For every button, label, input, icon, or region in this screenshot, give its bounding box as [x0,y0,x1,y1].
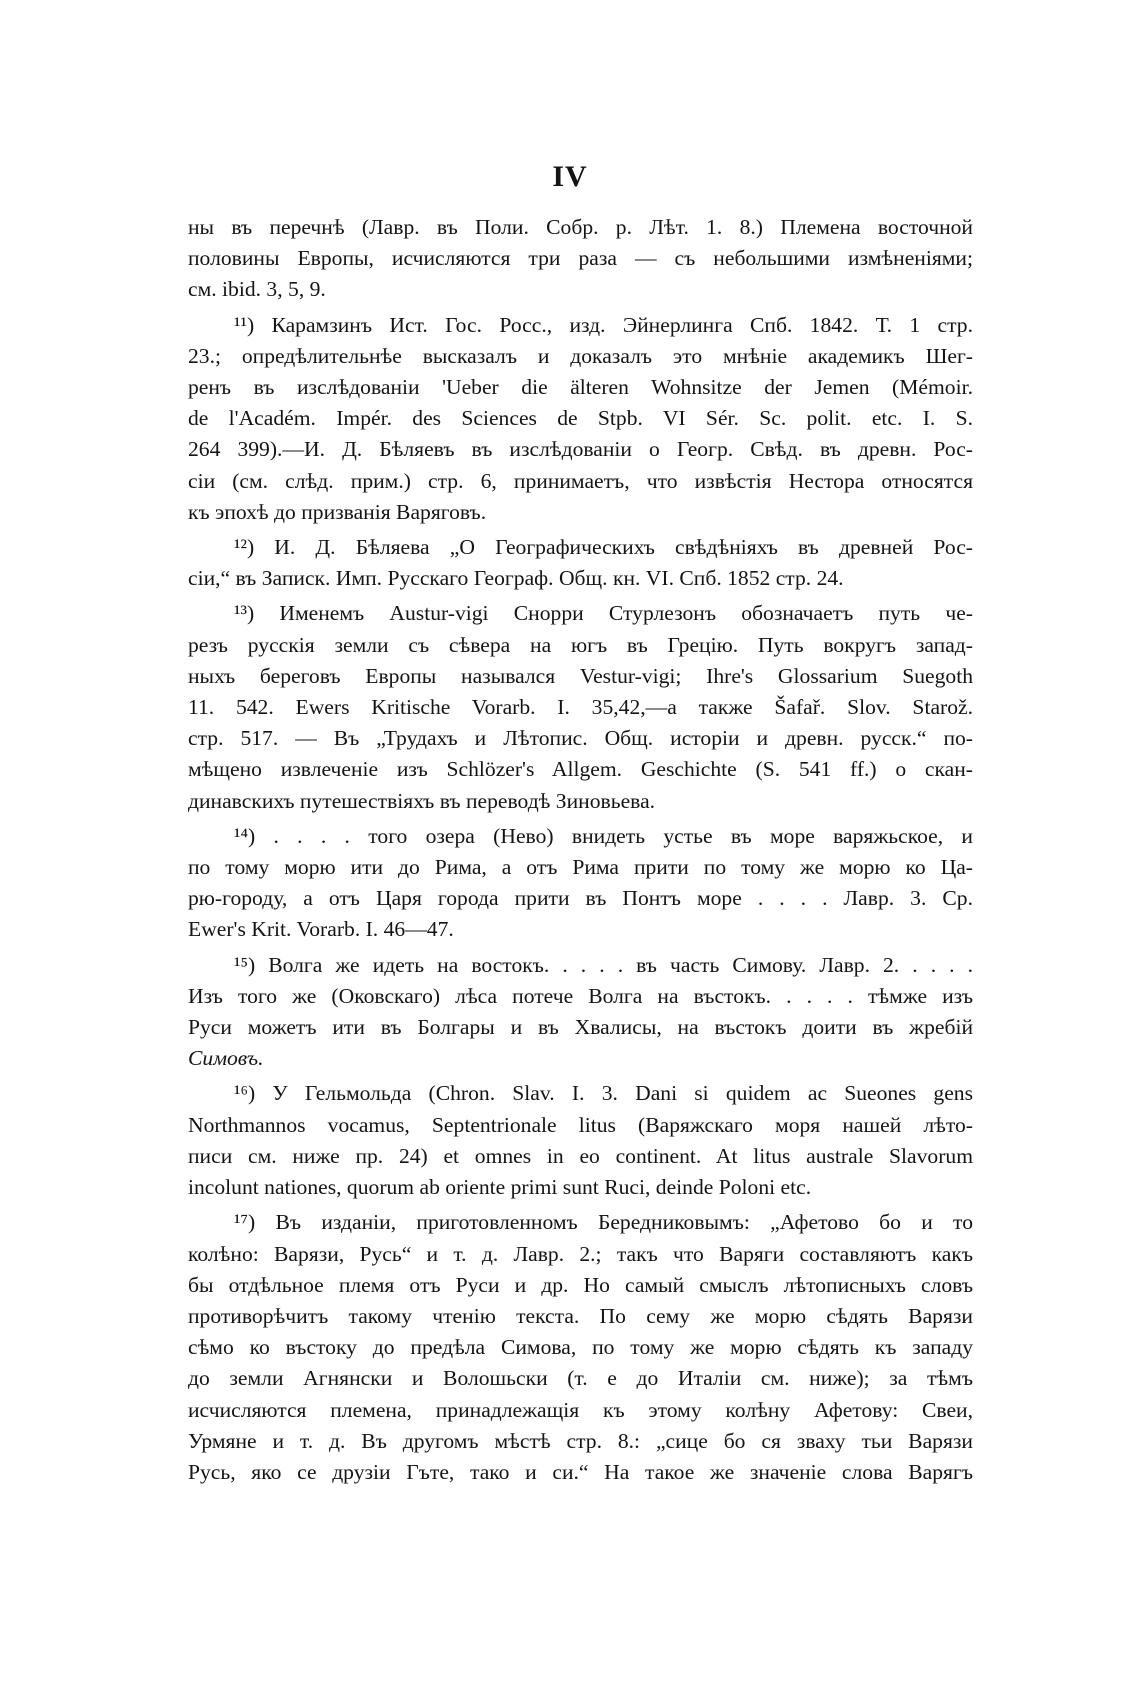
footnote-line: мѣщено извлеченіе изъ Schlözer's Allgem. Geschichte (S. 541 ff.) о скан- [188,757,973,782]
page-number: IV [552,160,588,193]
footnote-line: резъ русскія земли съ сѣвера на югъ въ Грецію. Путь вокругъ запад- [188,632,973,657]
footnote-line: ¹³) Именемъ Austur-vigi Снорри Стурлезонъ обозначаетъ путь че- [234,601,973,626]
footnote-line: сіи (см. слѣд. прим.) стр. 6, принимаетъ, что извѣстія Нестора относятся [188,468,973,493]
footnote-line: сіи,“ въ Записк. Имп. Русскаго Географ. Общ. кн. VI. Спб. 1852 стр. 24. [188,566,844,591]
footnote-line: ныхъ береговъ Европы назывался Vestur-vigi; Ihre's Glossarium Suegoth [188,663,973,688]
footnote-line: Русь, яко се друзіи Гъте, тако и си.“ На такое же значеніе слова Варягъ [188,1459,973,1484]
footnote-line: Ewer's Krit. Vorarb. I. 46—47. [188,917,454,942]
footnote-line: колѣно: Варязи, Русь“ и т. д. Лавр. 2.; такъ что Варяги составляютъ какъ [188,1241,973,1266]
footnote-line: ¹⁷) Въ изданіи, приготовленномъ Бередниковымъ: „Афетово бо и то [234,1210,973,1235]
footnote-line: см. ibid. 3, 5, 9. [188,277,326,302]
footnote-line: писи см. ниже пр. 24) et omnes in eo continent. At litus australe Slavorum [188,1143,973,1168]
footnote-11 [188,310,973,528]
footnote-line: ¹⁴) . . . . того озера (Нево) внидеть устье въ море варяжьское, и [234,823,973,848]
footnote-15 [188,950,973,1075]
footnote-line: стр. 517. — Въ „Трудахъ и Лѣтопис. Общ. исторіи и древн. русск.“ по- [188,726,973,751]
footnote-line: къ эпохѣ до призванія Варяговъ. [188,499,487,524]
footnote-line: 23.; опредѣлительнѣе высказалъ и доказалъ это мнѣніе академикъ Шег- [188,343,973,368]
footnote-17 [188,1207,973,1488]
footnote-14 [188,821,973,946]
footnote-line: de l'Académ. Impér. des Sciences de Stpb. VI Sér. Sc. polit. etc. I. S. [188,406,973,431]
footnote-line: ¹¹) Карамзинъ Ист. Гос. Росс., изд. Эйнерлинга Спб. 1842. Т. 1 стр. [234,312,973,337]
footnote-line: динавскихъ путешествіяхъ въ переводѣ Зиновьева. [188,788,656,813]
footnote-16 [188,1078,973,1203]
footnote-line: ренъ въ изслѣдованіи 'Ueber die älteren Wohnsitze der Jemen (Mémoir. [188,375,973,400]
footnote-line: ¹²) И. Д. Бѣляева „О Географическихъ свѣдѣніяхъ въ древней Рос- [234,535,973,560]
footnote-line: ны въ перечнѣ (Лавр. въ Поли. Собр. р. Лѣт. 1. 8.) Племена восточной [188,215,973,239]
footnote-line: ¹⁶) У Гельмольда (Chron. Slav. I. 3. Dani si quidem ac Sueones gens [234,1081,973,1106]
footnotes-body [188,212,973,1488]
footnote-13 [188,598,973,816]
footnote-line: рю-городу, а отъ Царя города прити въ Понтъ море . . . . Лавр. 3. Ср. [188,886,973,911]
footnote-line: Симовъ. [188,1046,264,1071]
footnote-line: до земли Агнянски и Волошьски (т. е до Италіи см. ниже); за тѣмъ [188,1366,973,1391]
footnote-line: incolunt nationes, quorum ab oriente primi sunt Ruci, deinde Poloni etc. [188,1175,812,1200]
footnote-line: бы отдѣльное племя отъ Руси и др. Но самый смыслъ лѣтописныхъ словъ [188,1272,973,1297]
footnote-line: Изъ того же (Оковскаго) лѣса потече Волга на въстокъ. . . . . тѣмже изъ [188,983,973,1008]
footnote-line: Урмяне и т. д. Въ другомъ мѣстѣ стр. 8.: „сице бо ся зваху тьи Варязи [188,1428,973,1453]
footnote-line: Руси можетъ ити въ Болгары и въ Хвалисы, на въстокъ доити въ жребій [188,1015,973,1040]
footnote-line: ¹⁵) Волга же идеть на востокъ. . . . . въ часть Симову. Лавр. 2. . . . . [234,952,973,977]
footnote-line: сѣмо ко въстоку до предѣла Симова, по тому же морю сѣдять къ западу [188,1335,973,1360]
footnote-line: Northmannos vocamus, Septentrionale litus (Варяжскаго моря нашей лѣто- [188,1112,973,1137]
footnote-12 [188,532,973,594]
footnote-line: 264 399).—И. Д. Бѣляевъ въ изслѣдованіи о Геогр. Свѣд. въ древн. Рос- [188,437,973,462]
footnote-10-continuation [188,212,973,306]
footnote-line: противорѣчитъ такому чтенію текста. По сему же морю сѣдять Варязи [188,1303,973,1328]
footnote-line: по тому морю ити до Рима, а отъ Рима прити по тому же морю ко Ца- [188,855,973,880]
footnote-line: половины Европы, исчисляются три раза — съ небольшими измѣненіями; [188,246,973,271]
footnote-line: исчисляются племена, принадлежащія къ этому колѣну Афетову: Свеи, [188,1397,973,1422]
footnote-line: 11. 542. Ewers Kritische Vorarb. I. 35,42,—а также Šafař. Slov. Starož. [188,695,973,720]
